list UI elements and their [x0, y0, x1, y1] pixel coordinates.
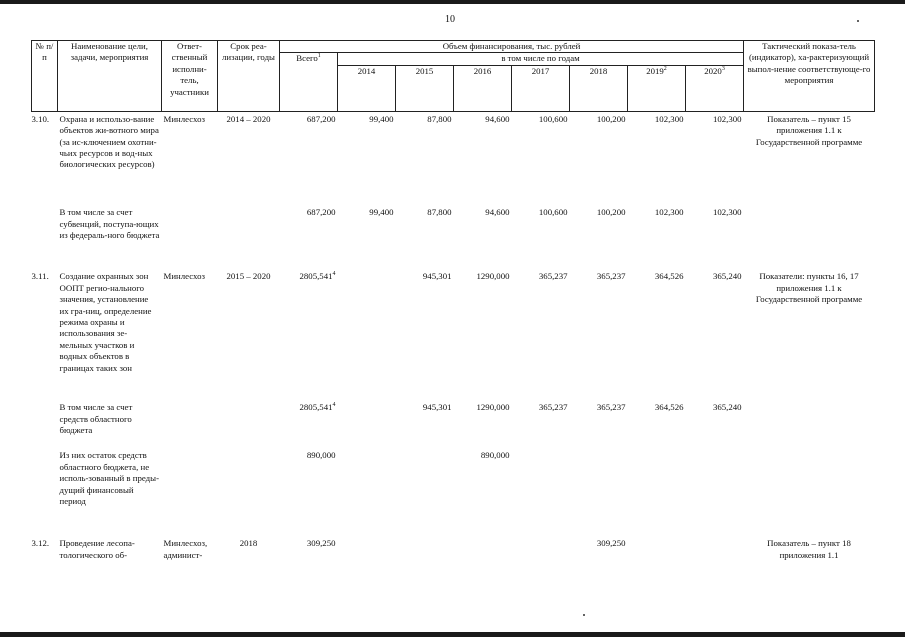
page-number: 10: [445, 14, 455, 25]
row-2018: [570, 450, 628, 538]
row-number: 3.10.: [31, 113, 50, 124]
row-total: 890,000: [306, 450, 336, 461]
row-2018: 100,200: [596, 207, 626, 218]
row-indicator: Показатель – пункт 18 приложения 1.1: [767, 538, 851, 560]
row-responsible: [162, 402, 218, 450]
row-name: В том числе за счет средств областного бюджета: [59, 402, 133, 436]
row-period: [218, 207, 280, 271]
row-name: Охрана и использо-вание объектов жи-вотного мира (за ис-ключением охотни-чьих ресурсов и вод-ных биологических ресурсов): [59, 113, 159, 170]
row-indicator: [744, 207, 875, 271]
row-number: [32, 450, 58, 538]
header-responsible: Ответ-ственный исполни-тель, участники: [162, 41, 218, 112]
row-2015: 945,301: [422, 271, 452, 282]
row-2016: [454, 538, 512, 568]
header-year-2017: 2017: [512, 65, 570, 111]
row-2015: [396, 450, 454, 538]
row-indicator: [744, 402, 875, 450]
header-year-2016: 2016: [454, 65, 512, 111]
row-period: 2015 – 2020: [226, 271, 271, 282]
row-name: Из них остаток средств областного бюджета, не исполь-зованный в преды-дущий финансовый период: [59, 450, 159, 506]
row-indicator: [744, 450, 875, 538]
row-number: 3.11.: [31, 271, 49, 282]
row-2014: [338, 538, 396, 568]
row-period: 2018: [239, 538, 258, 549]
row-2015: 87,800: [427, 113, 452, 124]
table-row: [32, 207, 875, 271]
row-2016: 890,000: [480, 450, 510, 461]
row-2018: 365,237: [596, 402, 626, 413]
row-name: В том числе за счет субвенций, поступа-ющих из федераль-ного бюджета: [59, 207, 160, 241]
scan-speck: [583, 614, 585, 616]
row-name: Создание охранных зон ООПТ регио-нального значения, установление их гра-ниц, определение режима охраны и использования зе-мельных участков и водных объектов в границах таких зон: [59, 271, 152, 373]
header-year-2018: 2018: [570, 65, 628, 111]
header-by-years: в том числе по годам: [338, 53, 744, 65]
table-row: [32, 271, 875, 402]
row-2020: [686, 538, 744, 568]
row-2019: 364,526: [654, 402, 684, 413]
row-2020: 365,240: [712, 402, 742, 413]
row-2020: 365,240: [712, 271, 742, 282]
row-responsible: Минлесхоз: [163, 271, 205, 282]
row-total: 687,200: [306, 113, 336, 124]
row-total: 2805,541$^4$: [299, 402, 336, 413]
row-name: Проведение лесопа-тологического об-: [59, 538, 135, 560]
row-2019: 102,300: [654, 113, 684, 124]
row-2015: [396, 538, 454, 568]
row-2014: 99,400: [369, 113, 394, 124]
row-responsible: [162, 207, 218, 271]
row-2017: [512, 450, 570, 538]
row-2017: 365,237: [538, 402, 568, 413]
row-2019: [628, 450, 686, 538]
scan-bottom-border: [0, 632, 905, 637]
row-period: [218, 450, 280, 538]
row-2016: 1290,000: [476, 402, 510, 413]
row-responsible: Минлесхоз: [163, 113, 205, 124]
header-funding: Объем финансирования, тыс. рублей: [280, 41, 744, 53]
row-period: [218, 402, 280, 450]
row-2020: 102,300: [712, 113, 742, 124]
financing-table: [31, 40, 875, 568]
row-2016: 1290,000: [476, 271, 510, 282]
header-name: Наименование цели, задачи, мероприятия: [58, 41, 162, 112]
header-period: Срок реа-лизации, годы: [218, 41, 280, 112]
row-2020: [686, 450, 744, 538]
header-total: Всего$^1$: [280, 53, 338, 111]
row-2017: [512, 538, 570, 568]
row-2020: 102,300: [712, 207, 742, 218]
row-2019: 364,526: [654, 271, 684, 282]
row-2015: 945,301: [422, 402, 452, 413]
row-number: 3.12.: [31, 538, 50, 549]
row-responsible: Минлесхоз, админист-: [163, 538, 208, 560]
header-year-2014: 2014: [338, 65, 396, 111]
row-2019: [628, 538, 686, 568]
header-num: № п/п: [32, 41, 58, 112]
table-row: [32, 111, 875, 207]
row-number: [32, 207, 58, 271]
row-indicator: Показатель – пункт 15 приложения 1.1 к Государственной программе: [755, 113, 863, 147]
table-row: [32, 538, 875, 568]
row-2017: 365,237: [538, 271, 568, 282]
row-2018: 365,237: [596, 271, 626, 282]
row-2019: 102,300: [654, 207, 684, 218]
header-indicator: Тактический показа-тель (индикатор), ха-рактеризующий выпол-нение соответствующе-го мероприятия: [744, 41, 875, 112]
row-total: 687,200: [306, 207, 336, 218]
row-2017: 100,600: [538, 113, 568, 124]
row-2014: [338, 450, 396, 538]
row-period: 2014 – 2020: [226, 113, 271, 124]
row-indicator: Показатели: пункты 16, 17 приложения 1.1 к Государственной программе: [755, 271, 863, 305]
row-2016: 94,600: [485, 113, 510, 124]
row-2014: [338, 402, 396, 450]
row-2016: 94,600: [485, 207, 510, 218]
row-total: 2805,541$^4$: [299, 271, 336, 282]
row-2014: 99,400: [369, 207, 394, 218]
header-year-2015: 2015: [396, 65, 454, 111]
scan-top-border: [0, 0, 905, 4]
table-row: [32, 402, 875, 450]
row-2015: 87,800: [427, 207, 452, 218]
row-2018: 309,250: [596, 538, 626, 549]
row-2014: [338, 271, 396, 402]
header-year-2020: 2020$^3$: [686, 65, 744, 111]
header-year-2019: 2019$^2$: [628, 65, 686, 111]
row-responsible: [162, 450, 218, 538]
row-2017: 100,600: [538, 207, 568, 218]
scan-speck: [857, 20, 859, 22]
row-total: 309,250: [306, 538, 336, 549]
row-2018: 100,200: [596, 113, 626, 124]
table-row: [32, 450, 875, 538]
row-number: [32, 402, 58, 450]
